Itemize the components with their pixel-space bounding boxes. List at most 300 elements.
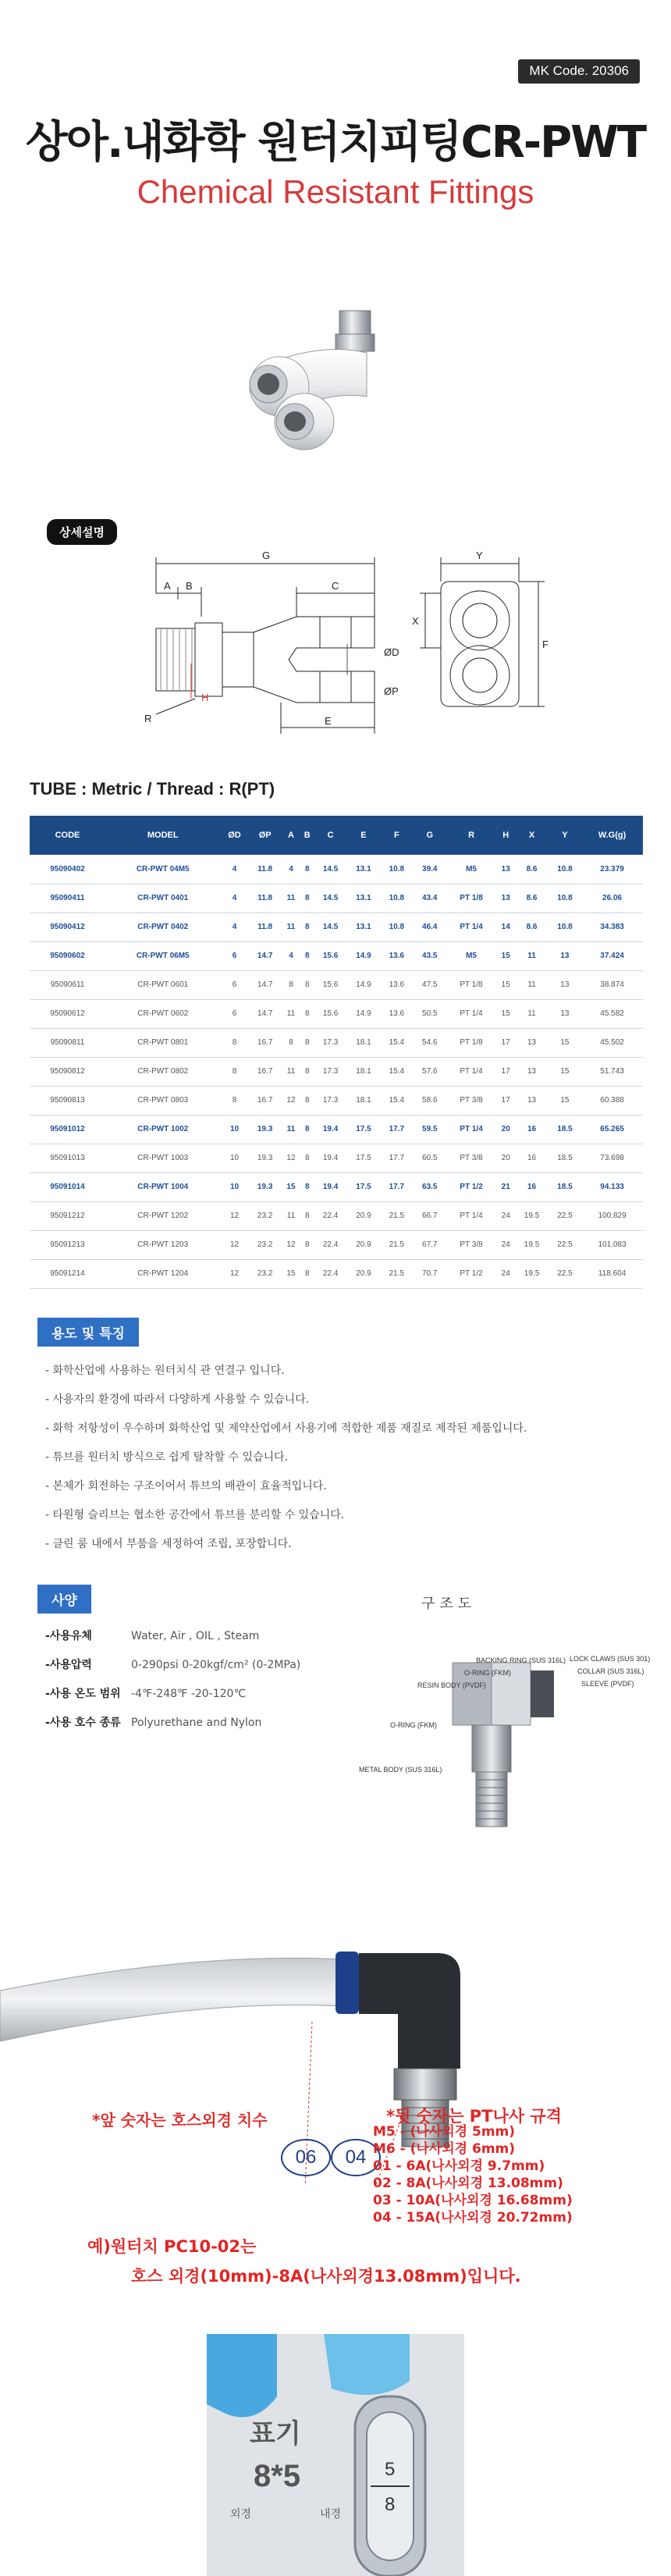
- table-cell: 66.7: [414, 1201, 446, 1230]
- table-cell: 95090412: [30, 913, 105, 941]
- table-row: [30, 913, 643, 941]
- drawing-label-b: B: [186, 580, 193, 592]
- table-row: [30, 1144, 643, 1172]
- table-cell: PT 3/8: [446, 1230, 496, 1259]
- table-cell: 17: [496, 1028, 515, 1057]
- table-cell: 118.604: [581, 1259, 643, 1288]
- table-cell: 60.388: [581, 1086, 643, 1115]
- table-cell: PT 1/4: [446, 1115, 496, 1144]
- table-cell: 8: [300, 1028, 314, 1057]
- table-cell: 16: [515, 1172, 548, 1201]
- drawing-label-od: ØD: [384, 646, 399, 658]
- table-cell: 24: [496, 1230, 515, 1259]
- table-cell: 13: [496, 884, 515, 913]
- table-cell: 8: [300, 855, 314, 884]
- table-row: [30, 855, 643, 884]
- table-cell: 14.7: [248, 941, 281, 970]
- spec-value: 0-290psi 0-20kgf/cm² (0-2MPa): [131, 1659, 301, 1671]
- table-cell: 19.4: [314, 1144, 346, 1172]
- table-cell: 11: [282, 1057, 300, 1086]
- table-cell: 8.6: [515, 884, 548, 913]
- table-cell: 19.5: [515, 1259, 548, 1288]
- table-cell: 11.8: [248, 884, 281, 913]
- table-cell: CR-PWT 04M5: [105, 855, 221, 884]
- table-cell: 18.1: [347, 1057, 380, 1086]
- feature-item: - 튜브를 원터치 방식으로 쉽게 탈착할 수 있습니다.: [45, 1451, 289, 1464]
- table-cell: 13: [515, 1086, 548, 1115]
- table-cell: 95091013: [30, 1144, 105, 1172]
- table-cell: 20.9: [347, 1201, 380, 1230]
- table-cell: 11: [515, 941, 548, 970]
- table-cell: 8.6: [515, 913, 548, 941]
- table-cell: 13: [515, 1028, 548, 1057]
- drawing-label-h: H: [201, 692, 209, 703]
- table-cell: CR-PWT 0802: [105, 1057, 221, 1086]
- feature-item: - 화학산업에 사용하는 원터치식 관 연결구 입니다.: [45, 1364, 285, 1377]
- table-cell: PT 1/2: [446, 1259, 496, 1288]
- table-cell: 8: [300, 1172, 314, 1201]
- spec-value: Water, Air , OIL , Steam: [131, 1630, 260, 1642]
- table-cell: 15: [549, 1086, 581, 1115]
- table-cell: 17.7: [380, 1144, 413, 1172]
- table-cell: 13: [515, 1057, 548, 1086]
- table-row: [30, 1115, 643, 1144]
- table-cell: 14.9: [347, 999, 380, 1028]
- table-cell: 18.5: [549, 1172, 581, 1201]
- table-cell: 8: [300, 1230, 314, 1259]
- table-cell: 13: [549, 941, 581, 970]
- table-cell: 23.2: [248, 1230, 281, 1259]
- spec-label: -사용압력: [45, 1659, 92, 1671]
- spec-list: [45, 1622, 326, 1738]
- table-cell: PT 1/2: [446, 1172, 496, 1201]
- marking-value: 8*5: [254, 2459, 301, 2493]
- table-cell: 101.083: [581, 1230, 643, 1259]
- table-cell: 12: [282, 1086, 300, 1115]
- table-cell: 8: [221, 1028, 249, 1057]
- table-cell: 59.5: [414, 1115, 446, 1144]
- table-cell: 26.06: [581, 884, 643, 913]
- table-cell: 12: [221, 1259, 249, 1288]
- spec-label: -사용 호수 종류: [45, 1717, 121, 1729]
- spec-item: [45, 1680, 326, 1709]
- table-cell: M5: [446, 855, 496, 884]
- feature-item: - 화학 저항성이 우수하며 화학산업 및 제약산업에서 사용기에 적합한 제품 재질로 제작된 제품입니다.: [45, 1422, 527, 1435]
- col-h: H: [496, 816, 515, 855]
- drawing-label-r: R: [144, 713, 152, 724]
- table-cell: 18.1: [347, 1086, 380, 1115]
- table-cell: PT 1/4: [446, 1057, 496, 1086]
- col-r: R: [446, 816, 496, 855]
- col-model: MODEL: [105, 816, 221, 855]
- table-cell: 19.3: [248, 1144, 281, 1172]
- table-cell: 14.9: [347, 970, 380, 999]
- table-cell: 22.5: [549, 1201, 581, 1230]
- table-row: [30, 1086, 643, 1115]
- table-cell: 19.4: [314, 1172, 346, 1201]
- table-cell: 13: [549, 999, 581, 1028]
- table-cell: 39.4: [414, 855, 446, 884]
- table-cell: 16: [515, 1115, 548, 1144]
- table-cell: 6: [221, 999, 249, 1028]
- table-row: [30, 970, 643, 999]
- table-cell: 14: [496, 913, 515, 941]
- table-cell: PT 3/8: [446, 1086, 496, 1115]
- table-cell: PT 1/8: [446, 884, 496, 913]
- table-cell: 95090611: [30, 970, 105, 999]
- table-cell: CR-PWT 0601: [105, 970, 221, 999]
- table-cell: 14.7: [248, 999, 281, 1028]
- table-cell: 8: [221, 1057, 249, 1086]
- table-cell: 95090411: [30, 884, 105, 913]
- table-cell: 10: [221, 1144, 249, 1172]
- table-row: [30, 1172, 643, 1201]
- table-cell: 22.4: [314, 1259, 346, 1288]
- table-cell: 95090812: [30, 1057, 105, 1086]
- table-cell: 95090612: [30, 999, 105, 1028]
- marking-label: 표기: [250, 2418, 301, 2450]
- table-cell: 15.4: [380, 1028, 413, 1057]
- table-cell: 100.829: [581, 1201, 643, 1230]
- spec-section-tab: 사양: [37, 1585, 91, 1614]
- table-cell: 73.698: [581, 1144, 643, 1172]
- spec-label: -사용 온도 범위: [45, 1688, 121, 1700]
- tube-spec-title: TUBE : Metric / Thread : R(PT): [30, 779, 275, 799]
- table-cell: 10.8: [549, 855, 581, 884]
- table-cell: 16: [515, 1144, 548, 1172]
- table-cell: 45.582: [581, 999, 643, 1028]
- table-cell: 70.7: [414, 1259, 446, 1288]
- col-code: CODE: [30, 816, 105, 855]
- table-row: [30, 884, 643, 913]
- table-cell: PT 3/8: [446, 1144, 496, 1172]
- table-cell: CR-PWT 1004: [105, 1172, 221, 1201]
- table-cell: 11.8: [248, 855, 281, 884]
- table-cell: 14.9: [347, 941, 380, 970]
- hose-marking-sample: [207, 2334, 464, 2576]
- table-cell: CR-PWT 1203: [105, 1230, 221, 1259]
- table-cell: 15.6: [314, 970, 346, 999]
- table-cell: 37.424: [581, 941, 643, 970]
- product-title-english: Chemical Resistant Fittings: [137, 173, 534, 210]
- table-cell: CR-PWT 0401: [105, 884, 221, 913]
- outer-diameter-number: 8: [385, 2494, 396, 2515]
- table-cell: 10: [221, 1172, 249, 1201]
- callout-lock-claws: LOCK CLAWS (SUS 301): [570, 1655, 651, 1663]
- table-cell: 15.4: [380, 1086, 413, 1115]
- col-f: F: [380, 816, 413, 855]
- table-cell: 38.874: [581, 970, 643, 999]
- table-cell: CR-PWT 1204: [105, 1259, 221, 1288]
- table-row: [30, 1201, 643, 1230]
- table-cell: PT 1/8: [446, 970, 496, 999]
- table-cell: 11: [282, 1115, 300, 1144]
- outer-diameter-label: 외경: [230, 2508, 252, 2521]
- table-cell: 94.133: [581, 1172, 643, 1201]
- table-cell: 51.743: [581, 1057, 643, 1086]
- table-row: [30, 999, 643, 1028]
- table-cell: 57.6: [414, 1057, 446, 1086]
- table-cell: 22.4: [314, 1230, 346, 1259]
- feature-item: - 클린 룸 내에서 부품을 세정하여 조립, 포장합니다.: [45, 1538, 292, 1550]
- table-cell: 95090602: [30, 941, 105, 970]
- spec-item: [45, 1709, 326, 1738]
- table-cell: 8: [300, 1259, 314, 1288]
- table-row: [30, 941, 643, 970]
- table-cell: 8: [300, 884, 314, 913]
- table-cell: 13.6: [380, 941, 413, 970]
- table-cell: 95091212: [30, 1201, 105, 1230]
- table-cell: 15.6: [314, 941, 346, 970]
- table-cell: 12: [221, 1230, 249, 1259]
- table-cell: 10.8: [380, 913, 413, 941]
- inner-diameter-number: 5: [385, 2459, 396, 2480]
- table-cell: 8: [300, 1086, 314, 1115]
- table-cell: 17.5: [347, 1144, 380, 1172]
- table-cell: 34.383: [581, 913, 643, 941]
- table-cell: 22.5: [549, 1259, 581, 1288]
- table-cell: 19.5: [515, 1201, 548, 1230]
- table-cell: 19.3: [248, 1172, 281, 1201]
- callout-metal-body: METAL BODY (SUS 316L): [359, 1766, 442, 1774]
- table-cell: 20.9: [347, 1259, 380, 1288]
- table-cell: 13.1: [347, 855, 380, 884]
- table-cell: 8: [300, 970, 314, 999]
- table-cell: 21.5: [380, 1230, 413, 1259]
- table-cell: 24: [496, 1201, 515, 1230]
- front-number-note: *앞 숫자는 호스외경 치수: [92, 2111, 268, 2129]
- spec-item: [45, 1651, 326, 1680]
- table-cell: 23.2: [248, 1201, 281, 1230]
- table-cell: PT 1/4: [446, 1201, 496, 1230]
- table-cell: 17.3: [314, 1057, 346, 1086]
- table-cell: 8: [282, 970, 300, 999]
- thread-size-circle: 04: [331, 2139, 381, 2176]
- spec-label: -사용유체: [45, 1630, 92, 1642]
- callout-o-ring-1: O-RING (FKM): [464, 1669, 511, 1677]
- table-cell: 95090402: [30, 855, 105, 884]
- spec-table-header-row: [30, 816, 643, 855]
- structure-title: 구조도: [421, 1596, 477, 1612]
- col-od: ØD: [221, 816, 249, 855]
- table-cell: 8: [300, 941, 314, 970]
- table-cell: 10: [221, 1115, 249, 1144]
- table-cell: 63.5: [414, 1172, 446, 1201]
- table-cell: 19.4: [314, 1115, 346, 1144]
- table-cell: 8.6: [515, 855, 548, 884]
- table-cell: 95090813: [30, 1086, 105, 1115]
- table-cell: 17.5: [347, 1172, 380, 1201]
- col-a: A: [282, 816, 300, 855]
- inner-diameter-label: 내경: [320, 2508, 342, 2521]
- table-cell: 43.5: [414, 941, 446, 970]
- product-title-korean: 상아.내화학 원터치피팅CR-PWT: [25, 117, 646, 168]
- table-cell: 15: [549, 1057, 581, 1086]
- table-cell: CR-PWT 0801: [105, 1028, 221, 1057]
- table-cell: 15: [549, 1028, 581, 1057]
- table-cell: 50.5: [414, 999, 446, 1028]
- table-cell: 11: [515, 999, 548, 1028]
- table-cell: 13: [496, 855, 515, 884]
- product-image: [211, 297, 460, 461]
- table-cell: 19.5: [515, 1230, 548, 1259]
- spec-table: [30, 816, 643, 1289]
- table-cell: 8: [300, 999, 314, 1028]
- table-cell: CR-PWT 1002: [105, 1115, 221, 1144]
- drawing-label-g: G: [262, 550, 271, 561]
- table-cell: CR-PWT 0402: [105, 913, 221, 941]
- table-cell: 15.6: [314, 999, 346, 1028]
- table-cell: 15.4: [380, 1057, 413, 1086]
- table-cell: CR-PWT 0602: [105, 999, 221, 1028]
- thread-size-item: M6 - (나사외경 6mm): [373, 2141, 516, 2157]
- table-cell: PT 1/4: [446, 913, 496, 941]
- table-cell: 11: [515, 970, 548, 999]
- table-cell: 4: [282, 941, 300, 970]
- callout-resin-body: RESIN BODY (PVDF): [417, 1681, 486, 1689]
- table-cell: 4: [221, 855, 249, 884]
- col-y: Y: [549, 816, 581, 855]
- usage-section-tab: 용도 및 특징: [37, 1318, 139, 1347]
- table-cell: 17: [496, 1057, 515, 1086]
- col-x: X: [515, 816, 548, 855]
- table-cell: 14.5: [314, 884, 346, 913]
- table-cell: 54.6: [414, 1028, 446, 1057]
- col-b: B: [300, 816, 314, 855]
- drawing-label-c: C: [332, 580, 339, 592]
- feature-list: [45, 1357, 638, 1559]
- hose-od-circle: 06: [281, 2139, 331, 2176]
- table-cell: 16.7: [248, 1028, 281, 1057]
- table-cell: 8: [300, 1144, 314, 1172]
- table-cell: CR-PWT 06M5: [105, 941, 221, 970]
- table-cell: 8: [282, 1028, 300, 1057]
- thread-size-list: [373, 2123, 573, 2226]
- table-cell: 47.5: [414, 970, 446, 999]
- table-cell: 17.7: [380, 1172, 413, 1201]
- table-cell: 6: [221, 941, 249, 970]
- rear-number-note: *뒷 숫자는 PT나사 규격: [386, 2107, 562, 2126]
- table-cell: 18.1: [347, 1028, 380, 1057]
- callout-o-ring-2: O-RING (FKM): [390, 1721, 437, 1729]
- table-cell: 23.379: [581, 855, 643, 884]
- table-cell: 4: [282, 855, 300, 884]
- drawing-label-f: F: [542, 639, 549, 650]
- callout-collar: COLLAR (SUS 316L): [577, 1667, 644, 1675]
- hose-sample-illustration: [207, 2334, 464, 2576]
- table-cell: 8: [300, 913, 314, 941]
- col-g: G: [414, 816, 446, 855]
- table-cell: 17.3: [314, 1086, 346, 1115]
- table-cell: 11.8: [248, 913, 281, 941]
- feature-item: - 사용자의 환경에 따라서 다양하게 사용할 수 있습니다.: [45, 1393, 310, 1406]
- table-cell: 22.5: [549, 1230, 581, 1259]
- drawing-label-y: Y: [476, 550, 483, 561]
- drawing-label-e: E: [325, 715, 332, 727]
- table-cell: 11: [282, 1201, 300, 1230]
- table-cell: 11: [282, 999, 300, 1028]
- table-cell: 4: [221, 913, 249, 941]
- table-cell: 12: [221, 1201, 249, 1230]
- table-cell: 20.9: [347, 1230, 380, 1259]
- table-cell: 60.5: [414, 1144, 446, 1172]
- table-cell: 17.3: [314, 1028, 346, 1057]
- table-cell: 13.6: [380, 999, 413, 1028]
- table-cell: 18.5: [549, 1144, 581, 1172]
- table-cell: M5: [446, 941, 496, 970]
- table-cell: 95091214: [30, 1259, 105, 1288]
- table-cell: 10.8: [380, 855, 413, 884]
- table-cell: 24: [496, 1259, 515, 1288]
- table-cell: 13.1: [347, 913, 380, 941]
- spec-value: Polyurethane and Nylon: [131, 1717, 262, 1729]
- table-cell: 13.6: [380, 970, 413, 999]
- table-cell: 21.5: [380, 1259, 413, 1288]
- table-cell: CR-PWT 0803: [105, 1086, 221, 1115]
- table-cell: 18.5: [549, 1115, 581, 1144]
- col-op: ØP: [248, 816, 281, 855]
- table-cell: 8: [300, 1201, 314, 1230]
- thread-size-item: 04 - 15A(나사외경 20.72mm): [373, 2210, 573, 2226]
- table-cell: 67.7: [414, 1230, 446, 1259]
- table-cell: 95091014: [30, 1172, 105, 1201]
- table-cell: 22.4: [314, 1201, 346, 1230]
- table-cell: 21.5: [380, 1201, 413, 1230]
- table-cell: 15: [496, 999, 515, 1028]
- table-cell: 4: [221, 884, 249, 913]
- table-cell: 17: [496, 1086, 515, 1115]
- thread-size-item: 02 - 8A(나사외경 13.08mm): [373, 2176, 563, 2191]
- dimension-drawing: [117, 546, 554, 742]
- thread-size-item: M5 - (나사외경 5mm): [373, 2124, 516, 2140]
- table-cell: 15: [496, 941, 515, 970]
- table-row: [30, 1057, 643, 1086]
- detail-description-tab: 상세설명: [47, 519, 117, 545]
- table-cell: 11: [282, 913, 300, 941]
- table-cell: 8: [300, 1115, 314, 1144]
- callout-sleeve: SLEEVE (PVDF): [581, 1680, 634, 1688]
- drawing-label-x: X: [412, 615, 419, 627]
- table-cell: 10.8: [549, 913, 581, 941]
- table-cell: 15: [496, 970, 515, 999]
- table-cell: 11: [282, 884, 300, 913]
- table-cell: PT 1/8: [446, 1028, 496, 1057]
- feature-item: - 본체가 회전하는 구조이어서 튜브의 배관이 효율적입니다.: [45, 1480, 327, 1493]
- example-line-2: 호스 외경(10mm)-8A(나사외경13.08mm)입니다.: [131, 2267, 521, 2286]
- table-cell: 23.2: [248, 1259, 281, 1288]
- table-cell: 95091213: [30, 1230, 105, 1259]
- table-cell: PT 1/4: [446, 999, 496, 1028]
- table-cell: 19.3: [248, 1115, 281, 1144]
- col-c: C: [314, 816, 346, 855]
- table-cell: 12: [282, 1230, 300, 1259]
- table-cell: 95091012: [30, 1115, 105, 1144]
- table-cell: 43.4: [414, 884, 446, 913]
- table-cell: 14.7: [248, 970, 281, 999]
- table-cell: 95090811: [30, 1028, 105, 1057]
- table-cell: 20: [496, 1144, 515, 1172]
- table-row: [30, 1028, 643, 1057]
- table-cell: 13: [549, 970, 581, 999]
- col-weight: W.G(g): [581, 816, 643, 855]
- callout-backing-ring: BACKING RING (SUS 316L): [476, 1656, 566, 1664]
- table-cell: 46.4: [414, 913, 446, 941]
- table-cell: 16.7: [248, 1086, 281, 1115]
- table-cell: 16.7: [248, 1057, 281, 1086]
- table-cell: 15: [282, 1172, 300, 1201]
- table-cell: CR-PWT 1202: [105, 1201, 221, 1230]
- table-cell: 17.7: [380, 1115, 413, 1144]
